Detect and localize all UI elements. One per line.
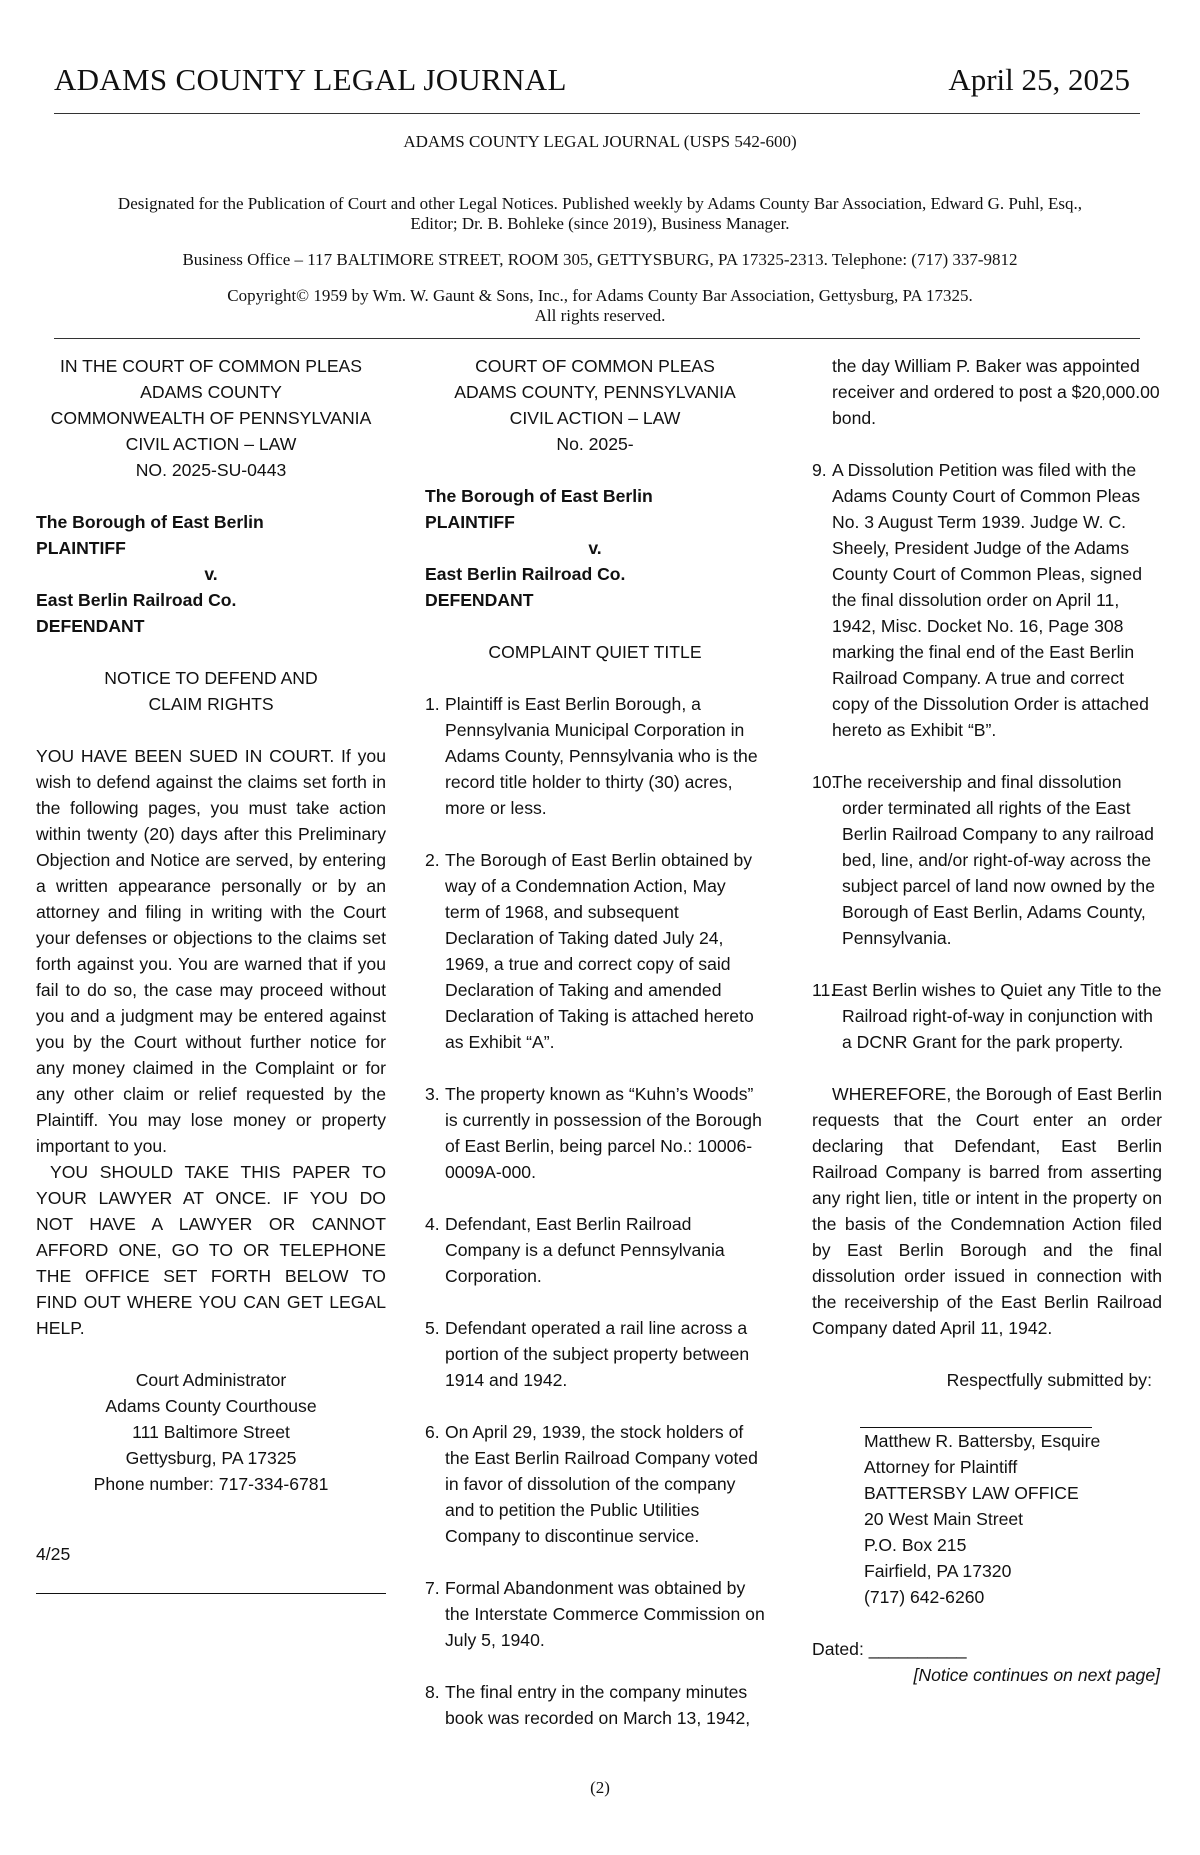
notice-title-line: CLAIM RIGHTS (148, 694, 274, 714)
complaint-paragraph (425, 1679, 765, 1731)
masthead-rule (54, 338, 1140, 339)
paragraph-number: 2. (425, 850, 440, 870)
notice-column (36, 353, 386, 1594)
complaint-paragraph (425, 691, 765, 821)
admin-line: 111 Baltimore Street (132, 1422, 290, 1442)
notice-warning: YOU SHOULD TAKE THIS PAPER TO YOUR LAWYER AT ONCE. IF YOU DO NOT HAVE A LAWYER OR CANNOT AFFORD ONE, GO TO OR TELEPHONE THE OFFICE SET FORTH BELOW TO FIND OUT WHERE YOU CAN GET LEGAL HELP. (36, 1162, 386, 1338)
complaint-column (425, 353, 765, 1731)
court-caption (36, 353, 386, 483)
paragraph-text: On April 29, 1939, the stock holders of the East Berlin Railroad Company voted in favor of dissolution of the company and to petition the Public Utilities Company to discontinue service. (445, 1422, 758, 1546)
paragraph-number: 10. (812, 772, 837, 792)
issue-date: April 25, 2025 (948, 62, 1130, 97)
notice-title (36, 665, 386, 717)
caption-line: ADAMS COUNTY, PENNSYLVANIA (454, 382, 736, 402)
complaint-paragraph (425, 1081, 765, 1185)
complaint-paragraph (425, 1575, 765, 1653)
paragraph-text: East Berlin wishes to Quiet any Title to the Railroad right-of-way in conjunction with a DCNR Grant for the park property. (832, 980, 1162, 1052)
paragraph-number: 4. (425, 1214, 440, 1234)
paragraph-text: The final entry in the company minutes book was recorded on March 13, 1942, (445, 1682, 751, 1728)
caption-line: CIVIL ACTION – LAW (509, 408, 681, 428)
notice-body: YOU HAVE BEEN SUED IN COURT. If you wish to defend against the claims set forth in the following pages, you must take action within twenty (20) days after this Preliminary Objection and Notice are served, by entering a written appearance personally or by an attorney and filing in writing with the Court your defenses or objections to the claims set forth against you. You are warned that if you fail to do so, the case may proceed without you and a judgment may be entered against you by the Court without further notice for any money claimed in the Complaint or for any other claim or relief requested by the Plaintiff. You may lose money or property important to you. (36, 746, 386, 1156)
wherefore-clause: WHEREFORE, the Borough of East Berlin requests that the Court enter an order declaring that Defendant, East Berlin Railroad Company is barred from asserting any right lien, title or intent in the property on the basis of the Condemnation Action filed by East Berlin Borough and the final dissolution order issued in connection with the receivership of the East Berlin Railroad Company dated April 11, 1942. (812, 1084, 1162, 1338)
submitted-by: Respectfully submitted by: (946, 1370, 1152, 1390)
admin-line: Court Administrator (135, 1370, 287, 1390)
copyright-line: All rights reserved. (534, 306, 666, 325)
designation-text: Designated for the Publication of Court and other Legal Notices. Published weekly by Adams County Bar Association, Edward G. Puhl, Esq., Editor; Dr. B. Bohleke (since 2019), Business Manager. (117, 194, 1083, 233)
paragraph-number: 1. (425, 694, 440, 714)
court-administrator (36, 1367, 386, 1497)
notice-end-rule (36, 1593, 386, 1594)
versus: v. (588, 538, 602, 558)
paragraph-text: The property known as “Kuhn’s Woods” is currently in possession of the Borough of East Berlin, being parcel No.: 10006-0009A-000. (445, 1084, 762, 1182)
defendant-label: DEFENDANT (425, 590, 534, 610)
admin-line: Gettysburg, PA 17325 (125, 1448, 297, 1468)
paragraph-text: The Borough of East Berlin obtained by way of a Condemnation Action, May term of 1968, and subsequent Declaration of Taking dated July 24, 1969, a true and correct copy of said Declaration of Taking and amended Declaration of Taking is attached hereto as Exhibit “A”. (445, 850, 754, 1052)
admin-phone: Phone number: 717-334-6781 (93, 1474, 329, 1494)
party-caption (36, 509, 386, 639)
complaint-title: COMPLAINT QUIET TITLE (488, 642, 702, 662)
paragraph-number: 6. (425, 1422, 440, 1442)
attorney-role: Attorney for Plaintiff (864, 1457, 1018, 1477)
case-number: NO. 2025-SU-0443 (135, 460, 287, 480)
complaint-continued-column (812, 353, 1162, 1688)
defendant-label: DEFENDANT (36, 616, 145, 636)
party-caption (425, 483, 765, 613)
caption-line: COURT OF COMMON PLEAS (475, 356, 715, 376)
caption-line: COMMONWEALTH OF PENNSYLVANIA (50, 408, 372, 428)
usps-line: ADAMS COUNTY LEGAL JOURNAL (USPS 542-600) (403, 132, 797, 151)
paragraph-text: Defendant, East Berlin Railroad Company is a defunct Pennsylvania Corporation. (445, 1214, 725, 1286)
complaint-paragraph (425, 1211, 765, 1289)
attorney-signature-block (812, 1428, 1162, 1610)
office-po-box: P.O. Box 215 (864, 1535, 967, 1555)
dated-line: Dated: __________ (812, 1639, 967, 1659)
paragraph-number: 11. (812, 980, 836, 1000)
complaint-paragraph (425, 1315, 765, 1393)
attorney-name: Matthew R. Battersby, Esquire (864, 1431, 1101, 1451)
caption-line: CIVIL ACTION – LAW (125, 434, 297, 454)
paragraph-text: Plaintiff is East Berlin Borough, a Pennsylvania Municipal Corporation in Adams County, Pennsylvania who is the record title holder to thirty (30) acres, more or less. (445, 694, 758, 818)
paragraph-number: 9. (812, 460, 827, 480)
office-phone: (717) 642-6260 (864, 1587, 985, 1607)
run-date: 4/25 (36, 1544, 71, 1564)
masthead-info (110, 132, 1090, 326)
paragraph-text: A Dissolution Petition was filed with the Adams County Court of Common Pleas No. 3 August Term 1939. Judge W. C. Sheely, President Judge of the Adams County Court of Common Pleas, signed the final dissolution order on April 11, 1942, Misc. Docket No. 16, Page 308 marking the final end of the East Berlin Railroad Company. A true and correct copy of the Dissolution Order is attached hereto as Exhibit “B”. (832, 460, 1149, 740)
complaint-paragraph (425, 847, 765, 1055)
admin-line: Adams County Courthouse (105, 1396, 317, 1416)
plaintiff-name: The Borough of East Berlin (36, 512, 264, 532)
versus: v. (204, 564, 218, 584)
continues-note: [Notice continues on next page] (913, 1665, 1160, 1685)
complaint-caption (425, 353, 765, 457)
complaint-paragraph (812, 769, 1162, 951)
paragraph-number: 5. (425, 1318, 440, 1338)
case-number: No. 2025- (556, 434, 634, 454)
office-city: Fairfield, PA 17320 (864, 1561, 1012, 1581)
defendant-name: East Berlin Railroad Co. (36, 590, 237, 610)
paragraph-number: 7. (425, 1578, 440, 1598)
plaintiff-name: The Borough of East Berlin (425, 486, 653, 506)
page-number: (2) (590, 1778, 610, 1797)
paragraph-number: 8. (425, 1682, 440, 1702)
paragraph-text: The receivership and final dissolution order terminated all rights of the East Berlin Railroad Company to any railroad bed, line, and/or right-of-way across the subject parcel of land now owned by the Borough of East Berlin, Adams County, Pennsylvania. (832, 772, 1155, 948)
header-rule (54, 113, 1140, 114)
caption-line: IN THE COURT OF COMMON PLEAS (59, 356, 363, 376)
plaintiff-label: PLAINTIFF (36, 538, 126, 558)
paragraph-text: Formal Abandonment was obtained by the Interstate Commerce Commission on July 5, 1940. (445, 1578, 765, 1650)
caption-line: ADAMS COUNTY (140, 382, 282, 402)
paragraph-continued: the day William P. Baker was appointed receiver and ordered to post a $20,000.00 bond. (832, 356, 1160, 428)
complaint-paragraph (812, 977, 1162, 1055)
paragraph-text: Defendant operated a rail line across a portion of the subject property between 1914 and 1942. (445, 1318, 750, 1390)
notice-title-line: NOTICE TO DEFEND AND (104, 668, 318, 688)
complaint-paragraph (812, 457, 1162, 743)
complaint-paragraph (425, 1419, 765, 1549)
office-street: 20 West Main Street (864, 1509, 1024, 1529)
plaintiff-label: PLAINTIFF (425, 512, 515, 532)
copyright-line: Copyright© 1959 by Wm. W. Gaunt & Sons, Inc., for Adams County Bar Association, Gettysburg, PA 17325. (227, 286, 973, 305)
defendant-name: East Berlin Railroad Co. (425, 564, 626, 584)
journal-name: ADAMS COUNTY LEGAL JOURNAL (54, 62, 567, 97)
law-office: BATTERSBY LAW OFFICE (864, 1483, 1079, 1503)
business-office: Business Office – 117 BALTIMORE STREET, ROOM 305, GETTYSBURG, PA 17325-2313. Telephone: (717) 337-9812 (182, 250, 1018, 269)
paragraph-number: 3. (425, 1084, 440, 1104)
